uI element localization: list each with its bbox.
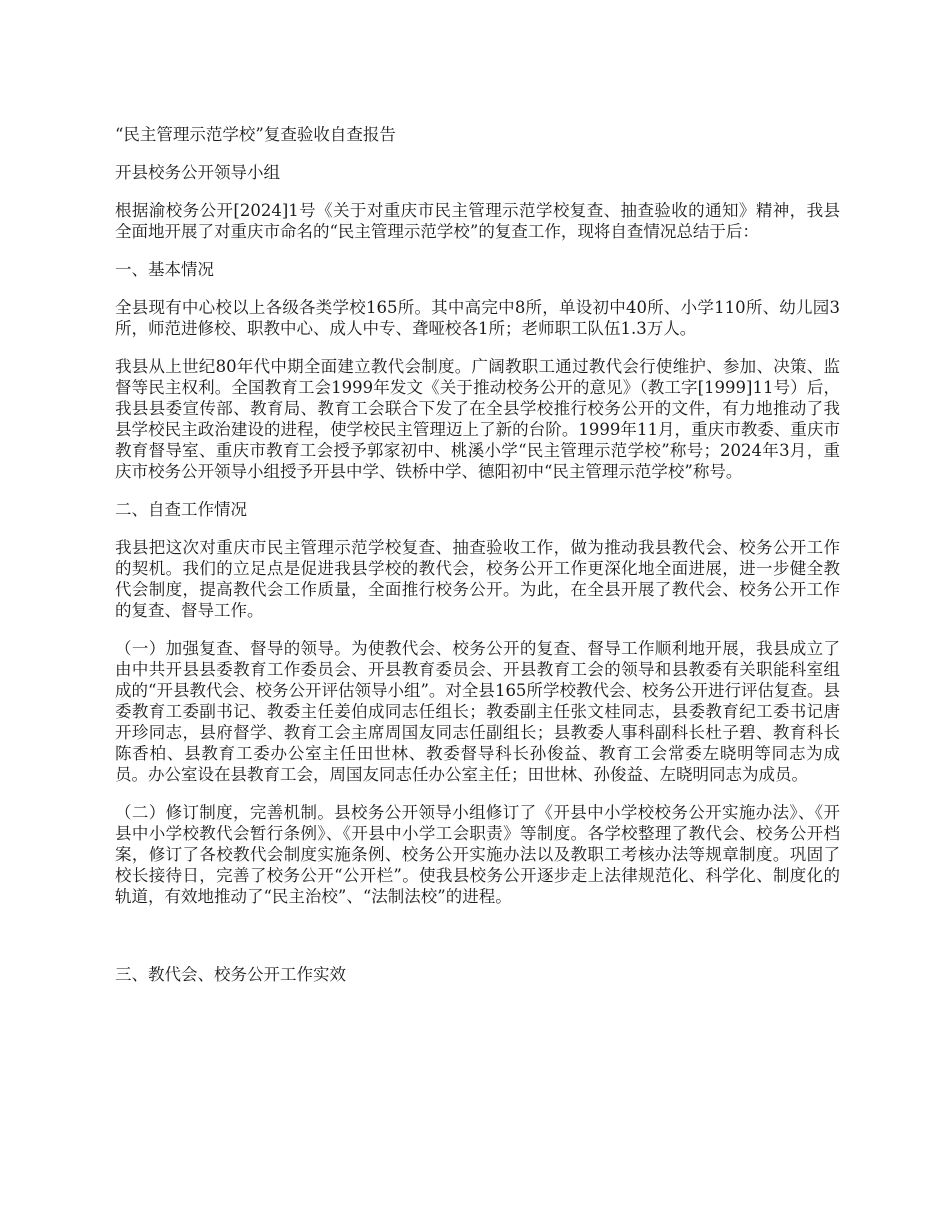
document-page <box>115 124 840 1002</box>
section1-paragraph: 我县从上世纪80年代中期全面建立教代会制度。广阔教职工通过教代会行使维护、参加、决策、监督等民主权利。全国教育工会1999年发文《关于推动校务公开的意见》（教工字[1999]11号）后，我县县委宣传部、教育局、教育工会联合下发了在全县学校推行校务公开的文件，有力地推动了我县学校民主政治建设的进程，使学校民主管理迈上了新的台阶。1999年11月，重庆市教委、重庆市教育督导室、重庆市教育工会授予郭家初中、桃溪小学“民主管理示范学校”称号；2024年3月，重庆市校务公开领导小组授予开县中学、铁桥中学、德阳初中“民主管理示范学校”称号。 <box>115 357 840 481</box>
document-author: 开县校务公开领导小组 <box>115 163 280 182</box>
section-heading-self-check: 二、自查工作情况 <box>115 500 247 519</box>
section-heading-results: 三、教代会、校务公开工作实效 <box>115 965 346 984</box>
section1-paragraph: 全县现有中心校以上各级各类学校165所。其中高完中8所，单设初中40所、小学110所、幼儿园3所，师范进修校、职教中心、成人中专、聋哑校各1所；老师职工队伍1.3万人。 <box>115 298 840 338</box>
section2-paragraph: （一）加强复查、督导的领导。为使教代会、校务公开的复查、督导工作顺利地开展，我县成立了由中共开县县委教育工作委员会、开县教育委员会、开县教育工会的领导和县教委有关职能科室组成的“开县教代会、校务公开评估领导小组”。对全县165所学校教代会、校务公开进行评估复查。县委教育工委副书记、教委主任姜伯成同志任组长；教委副主任张文桂同志，县委教育纪工委书记唐开珍同志，县府督学、教育工会主席周国友同志任副组长；县教委人事科副科长杜子碧、教育科长陈香柏、县教育工委办公室主任田世林、教委督导科长孙俊益、教育工会常委左晓明等同志为成员。办公室设在县教育工会，周国友同志任办公室主任；田世林、孙俊益、左晓明同志为成员。 <box>115 639 840 784</box>
blank-gap <box>115 924 840 964</box>
section-heading-basic-situation: 一、基本情况 <box>115 260 214 279</box>
section2-paragraph: （二）修订制度，完善机制。县校务公开领导小组修订了《开县中小学校校务公开实施办法》、《开县中小学校教代会暂行条例》、《开县中小学工会职责》等制度。各学校整理了教代会、校务公开档案，修订了各校教代会制度实施条例、校务公开实施办法以及教职工考核办法等规章制度。巩固了校长接待日，完善了校务公开“公开栏”。使我县校务公开逐步走上法律规范化、科学化、制度化的轨道，有效地推动了“民主治校”、“法制法校”的进程。 <box>115 803 840 906</box>
document-title: “民主管理示范学校”复查验收自查报告 <box>115 125 396 144</box>
section2-paragraph: 我县把这次对重庆市民主管理示范学校复查、抽查验收工作，做为推动我县教代会、校务公开工作的契机。我们的立足点是促进我县学校的教代会，校务公开工作更深化地全面进展，进一步健全教代会制度，提高教代会工作质量，全面推行校务公开。为此，在全县开展了教代会、校务公开工作的复查、督导工作。 <box>115 538 840 620</box>
intro-paragraph: 根据渝校务公开[2024]1号《关于对重庆市民主管理示范学校复查、抽查验收的通知》精神，我县全面地开展了对重庆市命名的“民主管理示范学校”的复查工作，现将自查情况总结于后： <box>115 201 840 241</box>
